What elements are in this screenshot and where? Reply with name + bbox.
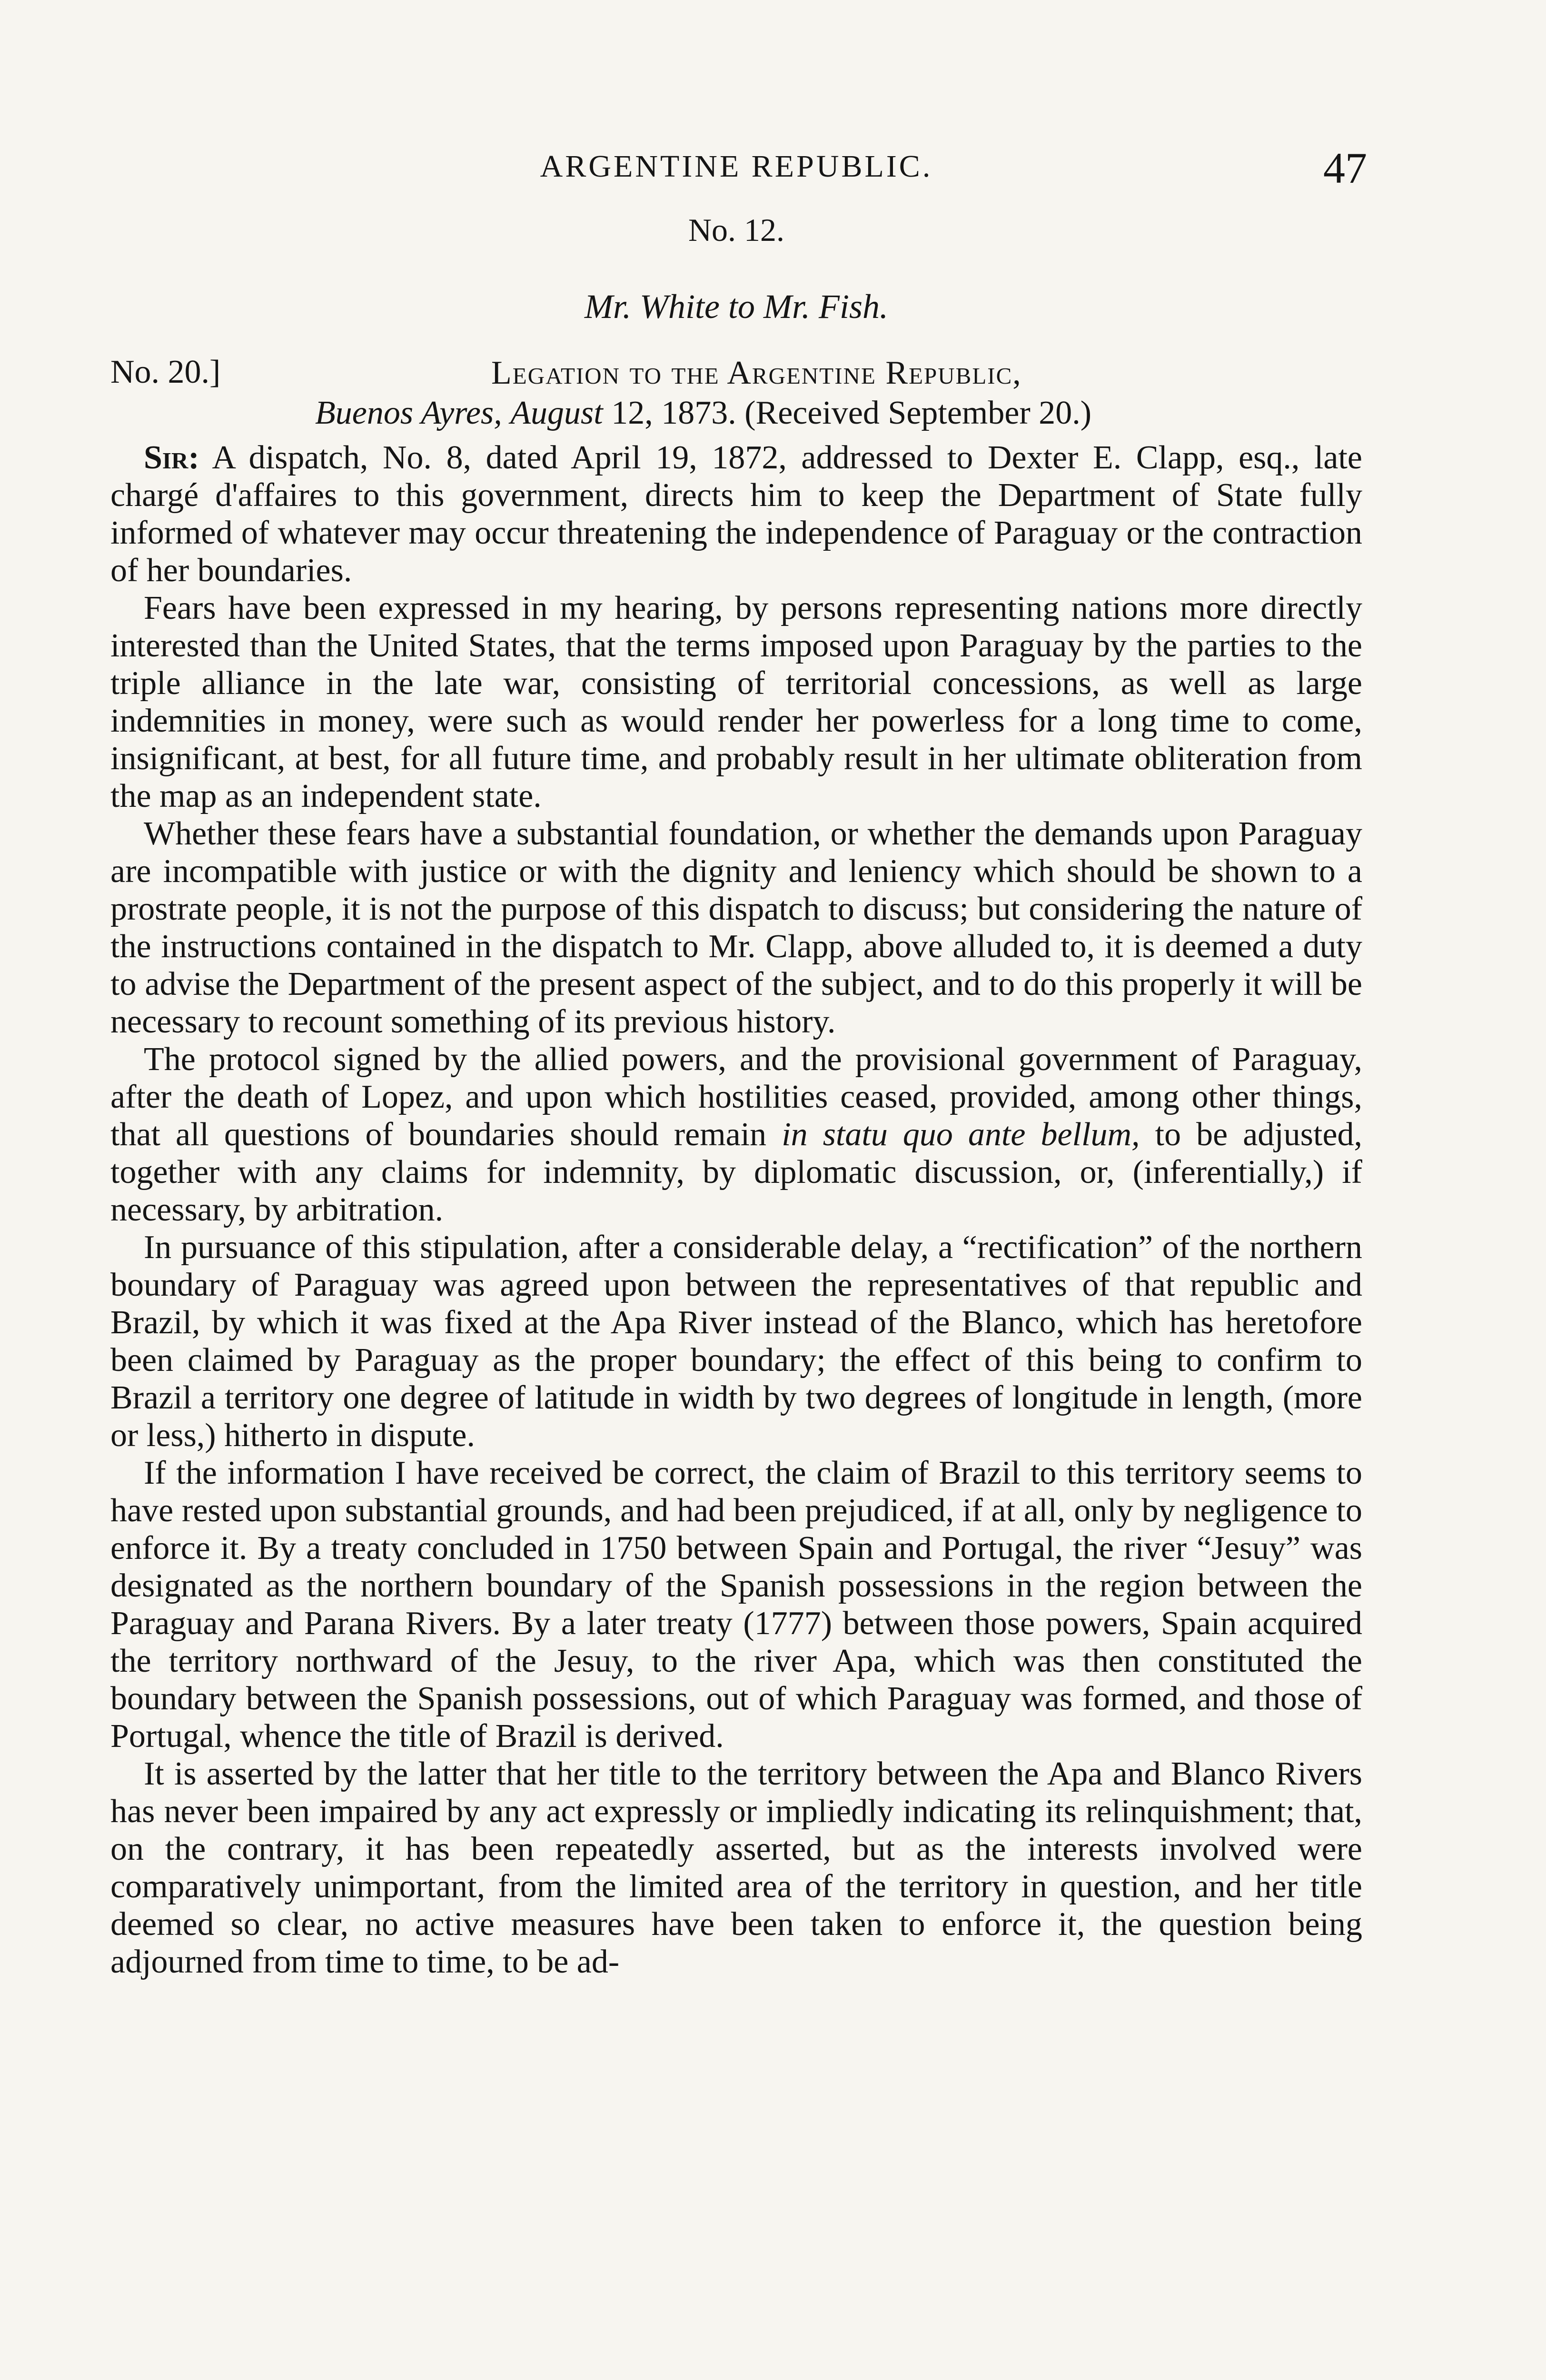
paragraph-1-text: A dispatch, No. 8, dated April 19, 1872, addressed to Dexter E. Clapp, esq., late chargé d'affaires to this government, directs him to keep the Department of State fully informed of whatever may occur threatening the independence of Paraguay or the contraction of her boundaries. [110, 439, 1362, 589]
paragraph-2: Fears have been expressed in my hearing, by persons representing nations more directly interested than the United States, that the terms imposed upon Paraguay by the parties to the triple alliance in the late war, consisting of territorial concessions, as well as large indemnities in money, were such as would render her powerless for a long time to come, insignificant, at best, for all future time, and probably result in her ultimate obliteration from the map as an independent state. [110, 590, 1362, 814]
dateline-day-year: 12, 1873. [611, 395, 736, 431]
paragraph-7: It is asserted by the latter that her title to the territory between the Apa and Blanco Rivers has never been impaired by any act expressly or impliedly indicating its relinquishment; that, on the contrary, it has been repeatedly asserted, but as the interests involved were comparatively unimportant, from the limited area of the territory in question, and her title deemed so clear, no active measures have been taken to enforce it, the question being adjourned from time to time, to be ad- [110, 1755, 1362, 1980]
dispatch-number: No. 20.] [110, 354, 221, 390]
document-number: No. 12. [688, 212, 785, 248]
legation-heading: Legation to the Argentine Republic, [491, 355, 1022, 391]
dateline [315, 394, 1091, 432]
dateline-month: August [510, 395, 603, 431]
paragraph-1 [110, 439, 1362, 589]
correspondents-heading: Mr. White to Mr. Fish. [585, 288, 888, 326]
paragraph-4 [110, 1041, 1362, 1229]
dispatch-header [110, 353, 1362, 439]
document-page [110, 143, 1367, 1981]
page-number: 47 [1323, 144, 1367, 192]
running-title: ARGENTINE REPUBLIC. [540, 149, 933, 184]
paragraph-4-before: The protocol signed by the allied powers, and the provisional government of Paraguay, after the death of Lopez, and upon which hostilities ceased, provided, among other things, that all questions of boundaries should remain [110, 1041, 1362, 1153]
dateline-place: Buenos Ayres, [315, 395, 502, 431]
dispatch-body [110, 439, 1362, 1981]
paragraph-4-latin-phrase: in statu quo ante bellum, [782, 1116, 1140, 1153]
paragraph-5: In pursuance of this stipulation, after a considerable delay, a “rectification” of the northern boundary of Paraguay was agreed upon between the representatives of that republic and Brazil, by which it was fixed at the Apa River instead of the Blanco, which has heretofore been claimed by Paraguay as the proper boundary; the effect of this being to confirm to Brazil a territory one degree of latitude in width by two degrees of longitude in length, (more or less,) hitherto in dispute. [110, 1229, 1362, 1454]
running-head [110, 143, 1367, 200]
dateline-received: (Received September 20.) [744, 395, 1092, 431]
paragraph-3: Whether these fears have a substantial foundation, or whether the demands upon Paraguay are incompatible with justice or with the dignity and leniency which should be shown to a prostrate people, it is not the purpose of this dispatch to discuss; but considering the nature of the instructions contained in the dispatch to Mr. Clapp, above alluded to, it is deemed a duty to advise the Department of the present aspect of the subject, and to do this properly it will be necessary to recount something of its previous history. [110, 815, 1362, 1040]
paragraph-6: If the information I have received be correct, the claim of Brazil to this territory seems to have rested upon substantial grounds, and had been prejudiced, if at all, only by negligence to enforce it. By a treaty concluded in 1750 between Spain and Portugal, the river “Jesuy” was designated as the northern boundary of the Spanish possessions in the region between the Paraguay and Parana Rivers. By a later treaty (1777) between those powers, Spain acquired the territory northward of the Jesuy, to the river Apa, which was then constituted the boundary between the Spanish possessions, out of which Paraguay was formed, and those of Portugal, whence the title of Brazil is derived. [110, 1455, 1362, 1755]
salutation: Sir: [144, 439, 199, 476]
paragraph-4-after: to be adjusted, together with any claims for indemnity, by diplomatic discussion, or, (inferentially,) if necessary, by arbitration. [110, 1116, 1363, 1228]
